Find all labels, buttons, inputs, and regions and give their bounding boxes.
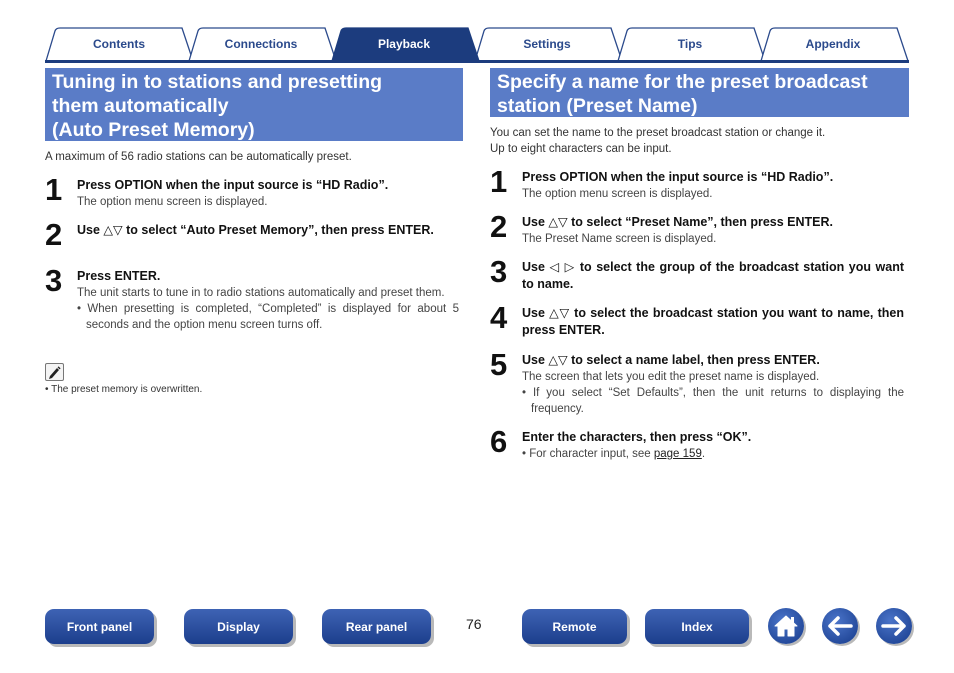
note-text: • The preset memory is overwritten.: [45, 384, 203, 395]
step-number: 2: [45, 217, 63, 252]
page-159-link[interactable]: page 159: [653, 448, 702, 460]
step-title: Use △▽ to select a name label, then press ENTER.: [522, 353, 820, 367]
step-text: The option menu screen is displayed.: [77, 196, 268, 208]
step-number: 3: [490, 254, 508, 289]
front-panel-button[interactable]: Front panel: [45, 609, 154, 644]
forward-button[interactable]: [876, 608, 912, 644]
step-text: The option menu screen is displayed.: [522, 188, 713, 200]
left-title-line-2: them automatically: [52, 95, 229, 117]
forward-arrow-icon: [881, 616, 907, 636]
tab-bar: [45, 27, 909, 61]
rear-panel-button[interactable]: Rear panel: [322, 609, 431, 644]
back-arrow-icon: [827, 616, 853, 636]
left-title-line-3: (Auto Preset Memory): [52, 119, 255, 141]
back-button[interactable]: [822, 608, 858, 644]
step-title: Use △▽ to select “Auto Preset Memory”, then press ENTER.: [77, 223, 434, 237]
page-number: 76: [466, 616, 482, 632]
step-number: 6: [490, 424, 508, 459]
left-intro: A maximum of 56 radio stations can be automatically preset.: [45, 151, 352, 163]
left-title-line-1: Tuning in to stations and presetting: [52, 71, 383, 93]
tab-contents[interactable]: Contents: [93, 37, 145, 51]
bullet-suffix: .: [701, 448, 706, 460]
remote-button[interactable]: Remote: [522, 609, 627, 644]
right-intro-line-2: Up to eight characters can be input.: [490, 143, 672, 155]
step-title: Press OPTION when the input source is “HD Radio”.: [522, 170, 834, 184]
home-button[interactable]: [768, 608, 804, 644]
step-title: Press ENTER.: [77, 269, 161, 283]
right-intro: [490, 125, 909, 157]
tab-appendix[interactable]: Appendix: [805, 37, 861, 51]
step-title: Use ◁ ▷ to select the group of the broadcast station you want to name.: [522, 260, 904, 291]
step-number: 1: [45, 172, 63, 207]
step-number: 4: [490, 300, 508, 335]
step-title: Enter the characters, then press “OK”.: [522, 430, 752, 444]
right-title-line-2: station (Preset Name): [497, 95, 698, 117]
tab-tips[interactable]: Tips: [677, 37, 703, 51]
step-title: Use △▽ to select the broadcast station you want to name, then press ENTER.: [522, 306, 904, 337]
step-number: 3: [45, 263, 63, 298]
left-section-title: [45, 68, 463, 141]
right-intro-line-1: You can set the name to the preset broadcast station or change it.: [490, 127, 826, 139]
bullet-prefix: • For character input, see: [522, 448, 654, 460]
step-bullet: [522, 446, 904, 462]
step-text: The unit starts to tune in to radio stations automatically and preset them.: [77, 287, 445, 299]
tab-underline: [45, 60, 909, 63]
step-title: Press OPTION when the input source is “HD Radio”.: [77, 178, 389, 192]
step-title: Use △▽ to select “Preset Name”, then press ENTER.: [522, 215, 833, 229]
step-number: 2: [490, 209, 508, 244]
step-number: 5: [490, 347, 508, 382]
step-text: The screen that lets you edit the preset name is displayed.: [522, 371, 820, 383]
step-bullet: • If you select “Set Defaults”, then the unit returns to displaying the frequency.: [522, 387, 904, 415]
home-icon: [773, 614, 799, 638]
display-button[interactable]: Display: [184, 609, 293, 644]
step-text: The Preset Name screen is displayed.: [522, 233, 717, 245]
index-button[interactable]: Index: [645, 609, 749, 644]
step-bullet: • When presetting is completed, “Completed” is displayed for about 5 seconds and the option menu screen turns off.: [77, 303, 459, 331]
tab-connections[interactable]: Connections: [224, 37, 298, 51]
tab-settings[interactable]: Settings: [523, 37, 571, 51]
pencil-note-icon: [45, 363, 64, 381]
right-section-title: [490, 68, 909, 117]
right-title-line-1: Specify a name for the preset broadcast: [497, 71, 868, 93]
tab-playback[interactable]: Playback: [377, 37, 431, 51]
step-number: 1: [490, 164, 508, 199]
